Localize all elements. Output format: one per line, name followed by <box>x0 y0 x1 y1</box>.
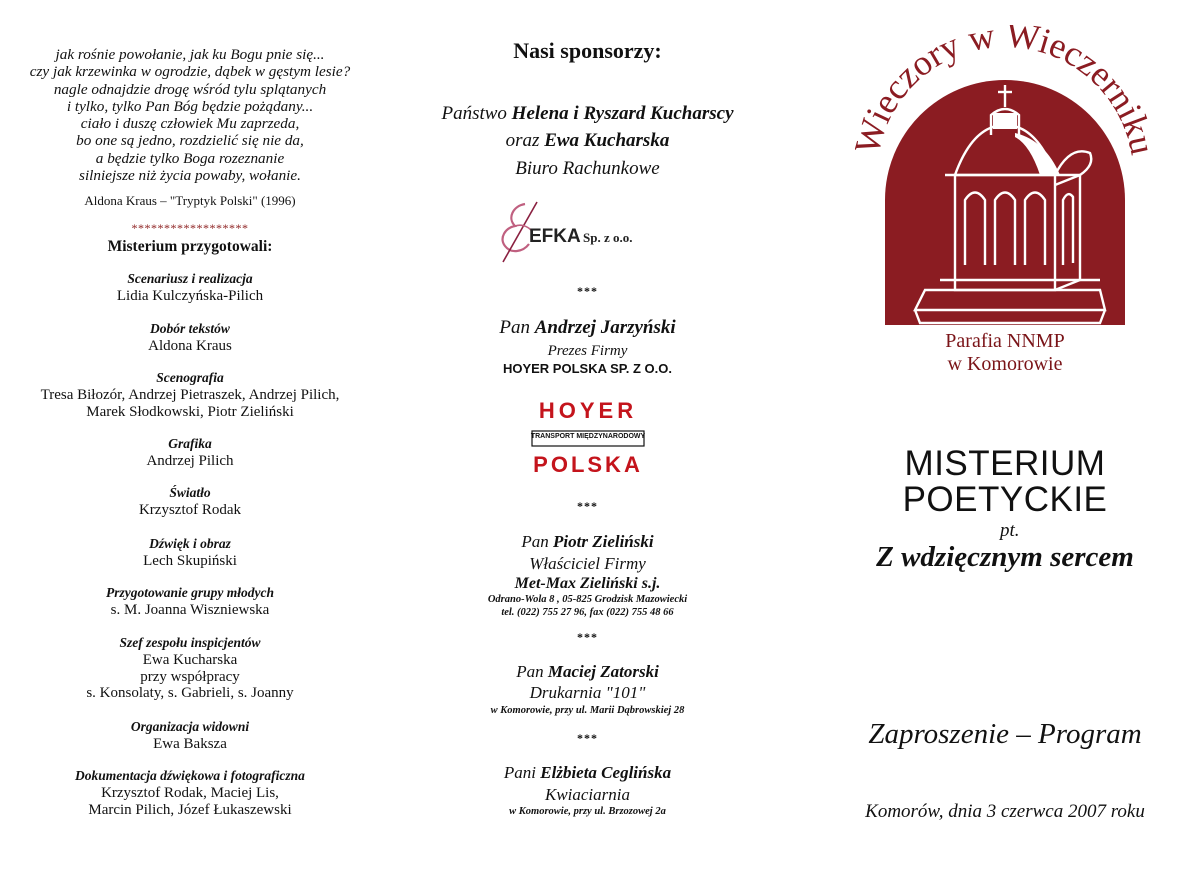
sponsor-business: Biuro Rachunkowe <box>515 158 660 179</box>
sponsor-line <box>395 130 780 152</box>
sponsors-title: Nasi sponsorzy: <box>513 38 662 63</box>
sponsor-line <box>395 317 780 339</box>
credit-name: Ewa Baksza <box>153 735 227 752</box>
separator-stars: *** <box>577 284 598 298</box>
credit-name: Tresa Biłozór, Andrzej Pietraszek, Andrzej Pilich, <box>40 386 340 403</box>
hoyer-bottom-text <box>526 452 650 478</box>
invitation-program: Zaproszenie – Program <box>868 718 1142 750</box>
efka-name: EFKA <box>529 226 581 247</box>
sponsor-company: Met-Max Zieliński s.j. <box>514 575 661 592</box>
separator-stars: *** <box>577 630 598 644</box>
title-line-1: MISTERIUM <box>904 444 1106 483</box>
credit-name: Marek Słodkowski, Piotr Zieliński <box>86 403 294 420</box>
credit-name: Krzysztof Rodak <box>138 501 242 518</box>
title-pt: pt. <box>1000 520 1020 541</box>
poem-line: jak rośnie powołanie, jak ku Bogu pnie się... <box>55 46 325 63</box>
credit-role: Scenariusz i realizacja <box>127 271 253 286</box>
event-date: Komorów, dnia 3 czerwca 2007 roku <box>865 801 1145 822</box>
sponsor-line <box>395 103 780 125</box>
arc-title-text: ieczory w Wieczernik <box>858 25 1155 142</box>
credit-name: Krzysztof Rodak, Maciej Lis, <box>101 784 279 801</box>
sponsor-prefix: Pani <box>503 763 541 782</box>
credit-name: Lech Skupiński <box>143 552 237 569</box>
sponsors-panel <box>395 0 780 887</box>
sponsor-name: Helena i Ryszard Kucharscy <box>511 103 734 124</box>
credit-role: Dokumentacja dźwiękowa i fotograficzna <box>75 768 305 783</box>
hoyer-logo <box>526 390 650 490</box>
credit-role: Szef zespołu inspicjentów <box>119 635 261 650</box>
poem-attribution: Aldona Kraus – "Tryptyk Polski" (1996) <box>84 193 296 208</box>
title-line-2: POETYCKIE <box>902 480 1108 519</box>
credit-role: Przygotowanie grupy młodych <box>106 585 274 600</box>
credit-name: Marcin Pilich, Józef Łukaszewski <box>88 801 292 818</box>
sponsor-prefix: Pan <box>521 532 554 551</box>
poem-line: a będzie tylko Boga rozeznanie <box>95 149 285 167</box>
sponsor-phone: tel. (022) 755 27 96, fax (022) 755 48 66 <box>501 607 674 618</box>
sponsor-address: Odrano-Wola 8 , 05-825 Grodzisk Mazowiecki <box>487 594 688 605</box>
sponsor-line <box>395 532 780 552</box>
credit-role: Dobór tekstów <box>150 321 230 336</box>
credit-block <box>0 768 380 818</box>
credits-heading: Misterium przygotowali: <box>107 238 273 255</box>
poem-line: silniejsze niż życia powaby, wołanie. <box>79 167 301 185</box>
credit-name: s. Konsolaty, s. Gabrieli, s. Joanny <box>86 685 294 702</box>
sponsor-company: HOYER POLSKA SP. Z O.O. <box>502 361 673 376</box>
hoyer-band-text <box>526 433 650 440</box>
efka-logo <box>485 196 695 266</box>
credit-name: Ewa Kucharska <box>142 651 238 668</box>
credit-name: Andrzej Pilich <box>146 452 234 469</box>
efka-suffix: Sp. z o.o. <box>583 230 633 245</box>
sponsor-name: Maciej Zatorski <box>547 662 659 681</box>
credit-block <box>0 719 380 753</box>
church-dome-icon <box>855 25 1155 330</box>
credit-block <box>0 321 380 355</box>
credit-name: Lidia Kulczyńska-Pilich <box>116 287 264 304</box>
hoyer-band-label: TRANSPORT MIĘDZYNARODOWY <box>530 433 646 440</box>
credit-role: Dźwięk i obraz <box>149 536 231 551</box>
credit-block <box>0 436 380 470</box>
parish-name: Parafia NNMP <box>945 330 1065 352</box>
credit-name: Aldona Kraus <box>148 337 232 354</box>
credit-name: s. M. Joanna Wiszniewska <box>110 601 270 618</box>
sponsor-name: Ewa Kucharska <box>544 130 670 151</box>
sponsor-prefix: Państwo <box>441 103 512 124</box>
sponsor-prefix: oraz <box>505 130 545 151</box>
sponsor-name: Elżbieta Ceglińska <box>540 763 672 782</box>
poem-line: i tylko, tylko Pan Bóg będzie pożądany... <box>66 97 314 115</box>
sponsor-name: Piotr Zieliński <box>553 532 654 551</box>
sponsor-business: Kwiaciarnia <box>544 785 630 804</box>
sponsor-line <box>395 662 780 682</box>
credit-name: przy współpracy <box>140 668 240 685</box>
sponsor-business: Drukarnia "101" <box>529 683 646 702</box>
hoyer-bottom-label: POLSKA <box>533 452 643 477</box>
credit-block <box>0 585 380 619</box>
credit-role: Organizacja widowni <box>130 719 250 734</box>
subtitle: Z wdzięcznym sercem <box>876 541 1134 573</box>
credit-block <box>0 370 380 420</box>
parish-location: w Komorowie <box>947 353 1063 375</box>
sponsor-address: w Komorowie, przy ul. Brzozowej 2a <box>509 806 666 817</box>
credit-block <box>0 485 380 519</box>
poem-line: ciało i duszę człowiek Mu zaprzeda, <box>80 115 300 133</box>
poem-line: czy jak krzewinka w ogrodzie, dąbek w gęstym lesie? <box>29 63 351 81</box>
hoyer-top-text: HOYER <box>538 398 638 423</box>
sponsor-line <box>395 763 780 783</box>
sponsor-title: Prezes Firmy <box>547 343 628 359</box>
credit-block <box>0 271 380 305</box>
poem-line: bo one są jedno, rozdzielić się nie da, <box>76 132 304 150</box>
sponsor-prefix: Pan <box>499 317 535 338</box>
separator-stars: *** <box>577 499 598 513</box>
sponsor-name: Andrzej Jarzyński <box>534 317 676 338</box>
credit-role: Scenografia <box>156 370 224 385</box>
separator-stars: *** <box>577 731 598 745</box>
sponsor-address: w Komorowie, przy ul. Marii Dąbrowskiej 28 <box>490 705 685 716</box>
poem-line: nagle odnajdzie drogę wśród tylu splątanych <box>53 80 327 98</box>
credit-block <box>0 635 380 702</box>
poem <box>0 46 380 184</box>
credit-role: Grafika <box>168 436 212 451</box>
sponsor-title: Właściciel Firmy <box>529 554 646 573</box>
credit-block <box>0 536 380 570</box>
sponsor-prefix: Pan <box>516 662 548 681</box>
church-emblem <box>855 25 1155 335</box>
separator-stars: ****************** <box>131 221 249 235</box>
credit-role: Światło <box>169 485 211 500</box>
